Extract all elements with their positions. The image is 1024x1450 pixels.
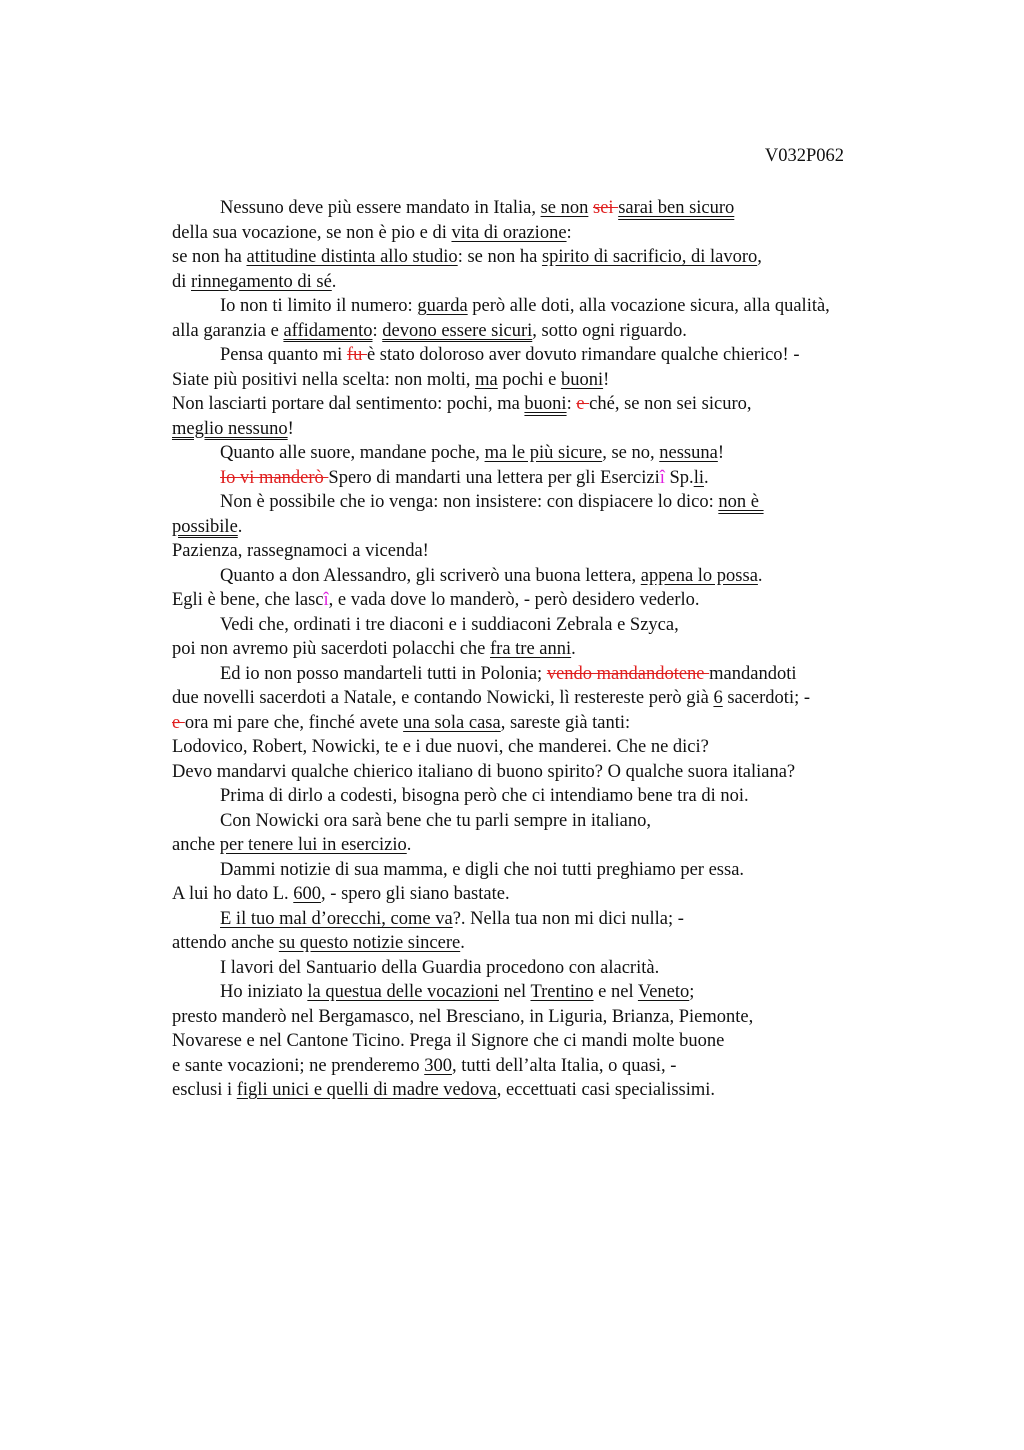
text-run: Quanto alle suore, mandane poche, <box>220 443 485 463</box>
text-run: di <box>172 271 192 292</box>
text-run: . <box>460 933 465 953</box>
double-underlined-text: buoni <box>524 394 567 414</box>
text-line <box>172 760 932 785</box>
text-run: . <box>237 516 243 537</box>
text-run: Ed io non posso mandarteli tutti in Polonia; <box>220 663 547 684</box>
text-line <box>172 588 932 613</box>
text-run: Non è possibile che io venga: non insistere: con dispiacere lo dico: <box>220 492 719 512</box>
double-underlined-text: non è <box>718 492 764 512</box>
underlined-text: per tenere lui in esercizio <box>219 835 407 855</box>
text-run: Quanto a don Alessandro, gli scriverò una buona lettera, <box>220 565 641 586</box>
text-run: e nel <box>593 982 638 1002</box>
text-line <box>172 441 932 466</box>
underlined-text: 300 <box>424 1055 452 1076</box>
underlined-text: guarda <box>417 296 468 316</box>
text-run: alla garanzia e <box>172 320 284 341</box>
text-line <box>172 466 932 491</box>
text-run: , e vada dove lo manderò, - però desidero vederlo. <box>328 590 700 610</box>
text-line <box>172 245 932 270</box>
text-line <box>172 956 932 981</box>
text-line <box>172 637 932 662</box>
underlined-text: una sola casa <box>403 712 501 733</box>
double-underlined-text: affidamento <box>283 320 373 341</box>
text-run: Prima di dirlo a codesti, bisogna però che ci intendiamo bene tra di noi. <box>220 786 749 806</box>
text-run: Sp. <box>664 467 694 488</box>
text-line <box>172 368 932 393</box>
double-underlined-text: meglio nessuno <box>172 418 288 439</box>
double-underlined-text: possibile <box>172 516 238 537</box>
text-run: però alle doti, alla vocazione sicura, alla qualità, <box>467 296 830 316</box>
underlined-text: buoni <box>560 369 604 390</box>
text-run: ! <box>287 418 294 439</box>
text-run: . <box>571 639 576 659</box>
deleted-text: fu <box>346 345 367 365</box>
text-run: Dammi notizie di sua mamma, e digli che noi tutti preghiamo per essa. <box>220 859 745 880</box>
text-line <box>172 1054 932 1079</box>
underlined-text: appena lo possa <box>640 565 758 586</box>
text-line <box>172 809 932 834</box>
underlined-text: nessuna <box>659 443 718 463</box>
text-run: , tutti dell’alta Italia, o quasi, - <box>451 1055 677 1076</box>
text-run: Non lasciarti portare dal sentimento: pochi, ma <box>172 394 525 414</box>
text-line <box>172 882 932 907</box>
text-run: Vedi che, ordinati i tre diaconi e i suddiaconi Zebrala e Szyca, <box>220 614 679 635</box>
underlined-text: fra tre anni <box>490 639 572 659</box>
text-run: . <box>406 835 412 855</box>
double-underlined-text: devono essere sicuri <box>382 320 533 341</box>
text-line <box>172 711 932 736</box>
text-run: ora mi pare che, finché avete <box>184 712 404 733</box>
text-run: Pazienza, rassegnamoci a vicenda! <box>172 541 429 561</box>
underlined-text: E il tuo mal d’orecchi, come va <box>220 908 453 929</box>
page-identifier: V032P062 <box>764 146 844 166</box>
text-run: della sua vocazione, se non è pio e di <box>172 222 452 243</box>
text-run: Con Nowicki ora sarà bene che tu parli sempre in italiano, <box>220 810 652 831</box>
text-run: : <box>372 320 383 341</box>
deleted-text: e <box>576 394 590 414</box>
text-run: ?. Nella tua non mi dici nulla; - <box>452 908 684 929</box>
text-run: ; <box>689 982 695 1002</box>
text-run: A lui ho dato L. <box>172 884 294 904</box>
text-run: , sotto ogni riguardo. <box>532 320 687 341</box>
underlined-text: figli unici e quelli di madre vedova <box>236 1080 497 1100</box>
text-run: : se non ha <box>457 247 542 267</box>
underlined-text: spirito di sacrificio, di lavoro <box>541 247 758 267</box>
text-run: . <box>703 467 709 488</box>
text-run: , - spero gli siano bastate. <box>321 884 510 904</box>
deleted-text: sei <box>593 198 619 218</box>
text-line <box>172 539 932 564</box>
text-line <box>172 686 932 711</box>
underlined-text: 6 <box>713 688 723 708</box>
deleted-text: vendo mandandotene <box>546 663 710 684</box>
text-run: pochi e <box>497 369 561 390</box>
text-line <box>172 613 932 638</box>
underlined-text: Veneto <box>637 982 690 1002</box>
text-run: Novarese e nel Cantone Ticino. Prega il Signore che ci mandi molte buone <box>172 1031 725 1051</box>
text-line <box>172 907 932 932</box>
text-run: mandandoti <box>709 663 797 684</box>
text-run: Egli è bene, che lasc <box>172 590 324 610</box>
text-run: Io non ti limito il numero: <box>220 296 418 316</box>
text-line <box>172 980 932 1005</box>
text-run: Nessuno deve più essere mandato in Italia, <box>220 198 541 218</box>
text-line <box>172 221 932 246</box>
text-line <box>172 319 932 344</box>
text-run: attendo anche <box>172 933 279 953</box>
underlined-text: Trentino <box>530 982 594 1002</box>
text-run: Devo mandarvi qualche chierico italiano di buono spirito? O qualche suora italiana? <box>172 761 796 782</box>
text-line <box>172 858 932 883</box>
text-line <box>172 417 932 442</box>
text-run: se non ha <box>172 247 247 267</box>
text-run: due novelli sacerdoti a Natale, e contando Nowicki, lì restereste però già <box>172 688 714 708</box>
text-line <box>172 1005 932 1030</box>
text-run: ! <box>603 369 610 390</box>
underlined-text: se non <box>540 198 589 218</box>
text-line <box>172 833 932 858</box>
double-underlined-text: sarai ben sicuro <box>618 198 735 218</box>
text-line <box>172 1029 932 1054</box>
deleted-text: Io vi manderò <box>220 467 329 488</box>
text-line <box>172 515 932 540</box>
underlined-text: vita di orazione <box>451 222 567 243</box>
text-run: , se no, <box>602 443 660 463</box>
text-run: , <box>757 247 762 267</box>
text-line <box>172 1078 932 1103</box>
text-run: e sante vocazioni; ne prenderemo <box>172 1055 425 1076</box>
text-run: Lodovico, Robert, Nowicki, te e i due nuovi, che manderei. Che ne dici? <box>172 737 709 757</box>
text-run: ché, se non sei sicuro, <box>589 394 752 414</box>
text-line <box>172 343 932 368</box>
letter-body <box>172 196 932 1103</box>
underlined-text: su questo notizie sincere <box>278 933 461 953</box>
text-run: : <box>566 394 577 414</box>
text-run: esclusi i <box>172 1080 237 1100</box>
text-run: poi non avremo più sacerdoti polacchi che <box>172 639 490 659</box>
underlined-text: la questua delle vocazioni <box>307 982 499 1002</box>
text-line <box>172 196 932 221</box>
text-run: Siate più positivi nella scelta: non molti, <box>172 369 476 390</box>
text-line <box>172 735 932 760</box>
text-line <box>172 294 932 319</box>
underlined-text: ma le più sicure <box>484 443 603 463</box>
inserted-text: î <box>323 590 329 610</box>
text-run: I lavori del Santuario della Guardia procedono con alacrità. <box>220 957 660 978</box>
underlined-text: attitudine distinta allo studio <box>246 247 458 267</box>
text-run: nel <box>498 982 531 1002</box>
text-run: anche <box>172 835 220 855</box>
text-run: Spero di mandarti una lettera per gli Esercizi <box>328 467 660 488</box>
underlined-text: 600 <box>293 884 322 904</box>
text-line <box>172 931 932 956</box>
inserted-text: î <box>659 467 665 488</box>
text-run: Ho iniziato <box>220 982 308 1002</box>
underlined-text: li <box>693 467 704 488</box>
text-run: , sareste già tanti: <box>500 712 631 733</box>
text-run: ! <box>717 443 724 463</box>
text-line <box>172 564 932 589</box>
text-run: . <box>757 565 763 586</box>
text-run: è stato doloroso aver dovuto rimandare qualche chierico! - <box>366 345 800 365</box>
text-run: sacerdoti; - <box>722 688 811 708</box>
text-line <box>172 662 932 687</box>
text-line <box>172 392 932 417</box>
text-run: : <box>566 222 572 243</box>
text-run: Pensa quanto mi <box>220 345 347 365</box>
deleted-text: e <box>172 712 185 733</box>
text-line <box>172 784 932 809</box>
underlined-text: rinnegamento di sé <box>191 271 332 292</box>
text-run: presto manderò nel Bergamasco, nel Bresciano, in Liguria, Brianza, Piemonte, <box>172 1006 754 1027</box>
text-line <box>172 490 932 515</box>
text-run: . <box>331 271 337 292</box>
text-run: , eccettuati casi specialissimi. <box>496 1080 716 1100</box>
underlined-text: ma <box>475 369 498 390</box>
text-line <box>172 270 932 295</box>
